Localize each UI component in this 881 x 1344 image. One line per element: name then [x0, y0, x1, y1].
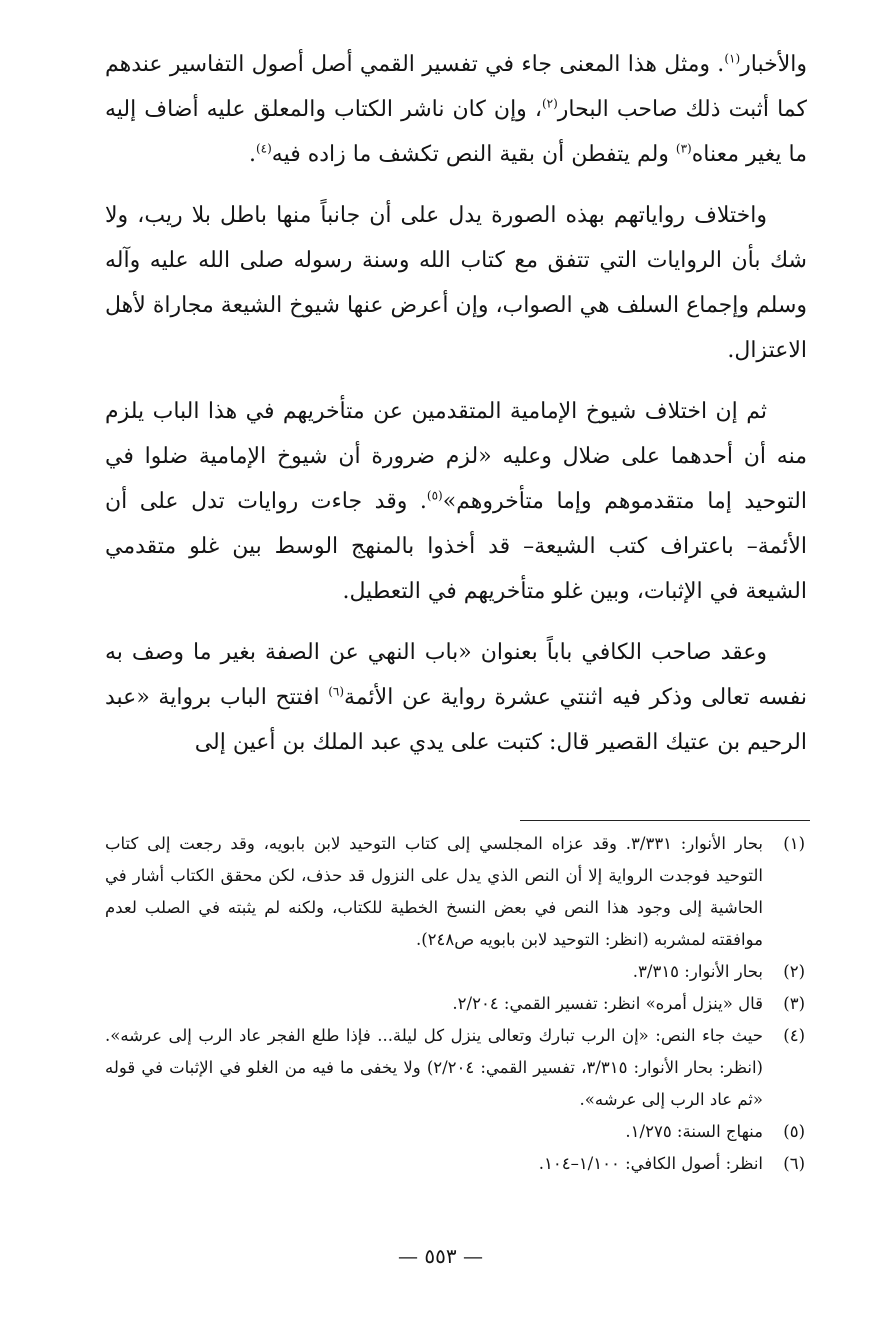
footnote-ref-6[interactable]: (٦)	[328, 684, 345, 699]
main-text	[105, 42, 807, 781]
text-run: ولم يتفطن أن بقية النص تكشف ما زاده فيه	[271, 142, 676, 167]
footnote-6	[105, 1148, 805, 1180]
text-run: . وقد جاءت روايات تدل على أن الأئمة– باعتراف كتب الشيعة– قد أخذوا بالمنهج الوسط بين غلو متقدمي الشيعة في الإثبات، وبين غلو متأخريهم في التعطيل.	[105, 489, 807, 604]
footnote-1	[105, 828, 805, 956]
footnote-number: (٥)	[783, 1122, 805, 1141]
text-run: ، وإن كان ناشر الكتاب والمعلق عليه أضاف إليه ما يغير معناه	[105, 97, 807, 167]
text-run: .	[248, 142, 256, 167]
footnote-ref-2[interactable]: (٢)	[541, 96, 558, 111]
footnotes	[105, 828, 805, 1180]
text-run: افتتح الباب برواية «عبد الرحيم بن عتيك القصير قال: كتبت على يدي عبد الملك بن أعين إلى	[105, 685, 807, 755]
paragraph-4	[105, 630, 807, 765]
footnote-text: بحار الأنوار: ٣/٣٣١. وقد عزاه المجلسي إلى كتاب التوحيد لابن بابويه، وقد رجعت إلى كتاب التوحيد فوجدت الرواية إلا أن النص الذي يدل على النزول قد حذف، لكن محقق الكتاب أشار في الحاشية إلى وجود هذا النص في بعض النسخ الخطية للكتاب، ولكنه لم يثبته في الصلب لعدم موافقته لمشربه (انظر: التوحيد لابن بابويه ص٢٤٨).	[105, 834, 764, 949]
paragraph-3	[105, 389, 807, 614]
paragraph-1	[105, 42, 807, 177]
footnote-ref-4[interactable]: (٤)	[255, 141, 272, 156]
footnote-ref-3[interactable]: (٣)	[675, 141, 692, 156]
paragraph-2: واختلاف رواياتهم بهذه الصورة يدل على أن جانباً منها باطل بلا ريب، ولا شك بأن الروايات التي تتفق مع كتاب الله وسنة رسوله صلى الله عليه وآله وسلم وإجماع السلف هي الصواب، وإن أعرض عنها شيوخ الشيعة مجاراة لأهل الاعتزال.	[105, 203, 807, 363]
footnote-ref-1[interactable]: (١)	[724, 51, 741, 66]
footnote-4	[105, 1020, 805, 1116]
footnote-text: قال «ينزل أمره» انظر: تفسير القمي: ٢/٢٠٤.	[452, 994, 763, 1013]
footnote-ref-5[interactable]: (٥)	[426, 488, 443, 503]
text-run: والأخبار	[740, 52, 807, 77]
footnote-number: (٦)	[783, 1154, 805, 1173]
footnote-5	[105, 1116, 805, 1148]
text-run: وعقد صاحب الكافي باباً بعنوان «باب النهي عن الصفة بغير ما وصف به نفسه تعالى وذكر فيه اثنتي عشرة رواية عن الأئمة	[105, 640, 807, 710]
footnote-number: (١)	[783, 834, 805, 853]
footnote-number: (٢)	[783, 962, 805, 981]
footnote-text: منهاج السنة: ١/٢٧٥.	[625, 1122, 763, 1141]
footnote-text: انظر: أصول الكافي: ١/١٠٠–١٠٤.	[538, 1154, 763, 1173]
footnote-number: (٤)	[783, 1026, 805, 1045]
footnote-2	[105, 956, 805, 988]
footnote-separator	[520, 820, 810, 821]
text-run: . ومثل هذا المعنى جاء في تفسير القمي أصل أصول التفاسير عندهم كما أثبت ذلك صاحب البحار	[105, 52, 807, 122]
footnote-text: حيث جاء النص: «إن الرب تبارك وتعالى ينزل كل ليلة... فإذا طلع الفجر عاد الرب إلى عرشه». (انظر: بحار الأنوار: ٣/٣١٥، تفسير القمي: ٢/٢٠٤) ولا يخفى ما فيه من الغلو في الإثبات في قوله «ثم عاد الرب إلى عرشه».	[105, 1026, 763, 1109]
footnote-text: بحار الأنوار: ٣/٣١٥.	[632, 962, 763, 981]
footnote-number: (٣)	[783, 994, 805, 1013]
page-number: — ٥٥٣ —	[398, 1244, 483, 1268]
footnote-3	[105, 988, 805, 1020]
text-run: ثم إن اختلاف شيوخ الإمامية المتقدمين عن متأخريهم في هذا الباب يلزم منه أن أحدهما على ضلال وعليه «لزم ضرورة أن شيوخ الإمامية ضلوا في التوحيد إما متقدموهم وإما متأخروهم»	[105, 399, 807, 514]
